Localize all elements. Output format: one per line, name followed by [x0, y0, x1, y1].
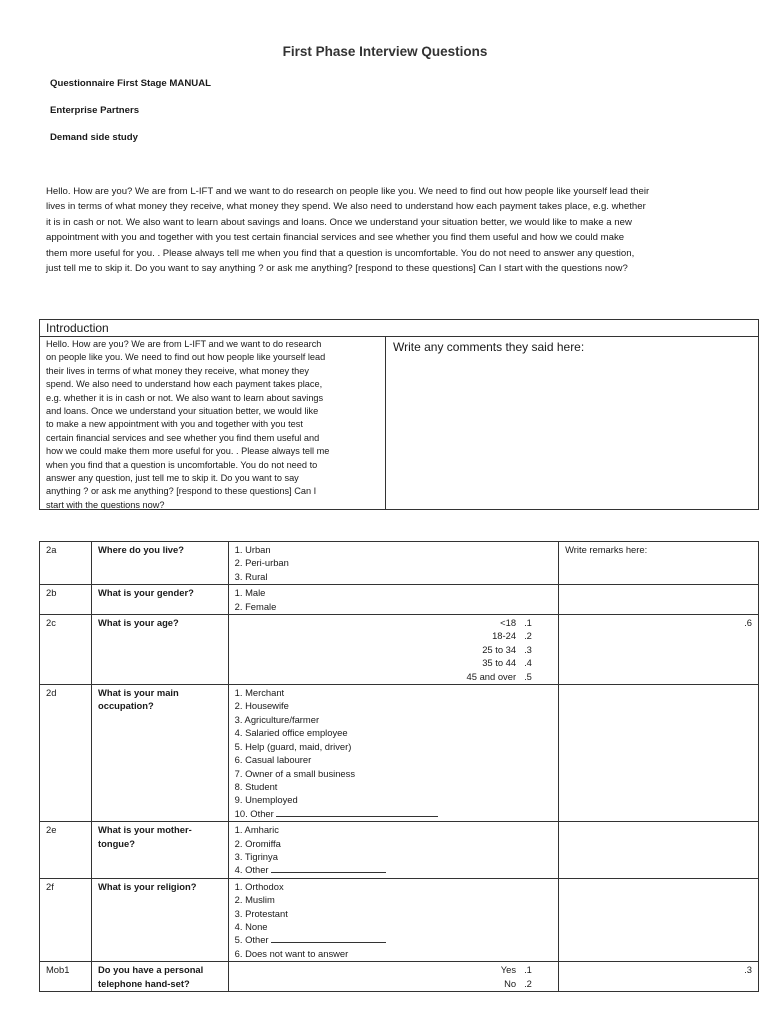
answer-option[interactable] — [235, 586, 552, 599]
answer-option-label: 7. Owner of a small business — [234, 767, 356, 779]
answer-option[interactable] — [235, 600, 552, 613]
intro-paragraph: Hello. How are you? We are from L-IFT and we want to do research on people like you. We need to find out how people like yourself lead their lives in terms of what money they receive, what money they spend. We also need to understand how each payment takes place, e.g. whether it is in cash or not. We also want to learn about savings and loans. Once we understand your situation better, we would like to make a new appointment with you and together with you test certain financial services and see whether you find them useful and how we could make them more useful for you. . Please always tell me when you find that a question is uncomfortable. You do not need to answer any question, just tell me to skip it. Do you want to say anything ? or ask me anything? [respond to these questions] Can I start with the questions now? — [46, 186, 650, 275]
answer-option-label: 1. Merchant — [234, 687, 285, 699]
answer-option[interactable] — [235, 780, 552, 793]
question-text: What is your age? — [92, 615, 229, 685]
answer-option-code: .1 — [524, 964, 532, 976]
answer-option-label: 2. Peri-urban — [234, 557, 289, 569]
answer-option[interactable] — [235, 726, 552, 739]
question-code: Mob1 — [40, 962, 92, 992]
remarks-cell[interactable] — [559, 822, 759, 879]
answer-option-label: 2. Female — [234, 600, 277, 612]
answer-option[interactable] — [235, 740, 552, 753]
answer-option-label: Yes — [500, 964, 517, 976]
question-text: What is your mother-tongue? — [92, 822, 229, 879]
answer-option[interactable] — [235, 670, 552, 683]
answer-option[interactable] — [235, 570, 552, 583]
answer-option[interactable] — [235, 977, 552, 990]
answer-option[interactable] — [235, 850, 552, 863]
question-code: 2b — [40, 585, 92, 615]
answer-options[interactable] — [228, 822, 558, 879]
answer-options[interactable] — [228, 542, 558, 585]
answer-option[interactable] — [235, 880, 552, 893]
answer-options[interactable] — [228, 878, 558, 961]
answer-option-label: 3. Tigrinya — [234, 850, 278, 862]
answer-option-label: 45 and over — [466, 670, 517, 682]
answer-option-label: 25 to 34 — [482, 643, 517, 655]
answer-option-label: 6. Casual labourer — [234, 754, 312, 766]
question-code: 2f — [40, 878, 92, 961]
answer-option-label: 2. Oromiffa — [234, 837, 281, 849]
answer-option[interactable] — [235, 807, 552, 820]
question-row — [40, 822, 759, 879]
meta-questionnaire: Questionnaire First Stage MANUAL — [50, 78, 211, 89]
answer-option[interactable] — [235, 920, 552, 933]
answer-option-label: 2. Muslim — [234, 894, 275, 906]
answer-option[interactable] — [235, 643, 552, 656]
question-text: What is your gender? — [92, 585, 229, 615]
answer-options[interactable] — [228, 585, 558, 615]
other-blank-line[interactable] — [271, 863, 386, 873]
answer-option-label: 4. Salaried office employee — [234, 727, 348, 739]
question-row — [40, 585, 759, 615]
answer-option[interactable] — [235, 616, 552, 629]
meta-partners: Enterprise Partners — [50, 105, 140, 116]
remarks-cell[interactable] — [559, 878, 759, 961]
answer-option-label: 2. Housewife — [234, 700, 289, 712]
question-text: Where do you live? — [92, 542, 229, 585]
question-text: What is your main occupation? — [92, 685, 229, 822]
question-row — [40, 685, 759, 822]
question-row — [40, 962, 759, 992]
questions-table — [39, 541, 759, 992]
answer-option-label: No — [504, 977, 517, 989]
answer-option[interactable] — [235, 767, 552, 780]
question-code: 2a — [40, 542, 92, 585]
answer-option[interactable] — [235, 863, 552, 876]
answer-options[interactable] — [228, 685, 558, 822]
answer-option-code: .2 — [524, 977, 532, 989]
question-row — [40, 878, 759, 961]
comments-label[interactable]: Write any comments they said here: — [393, 340, 585, 354]
introduction-box — [39, 319, 759, 510]
question-row — [40, 542, 759, 585]
answer-option-label: <18 — [500, 617, 517, 629]
answer-option-label: 3. Protestant — [234, 907, 288, 919]
answer-options[interactable] — [228, 962, 558, 992]
introduction-text: Hello. How are you? We are from L-IFT and we want to do research on people like you. We need to find out how people like yourself lead their lives in terms of what money they receive, what money they spend. We also need to understand how each payment takes place, e.g. whether it is in cash or not. We also want to learn about savings and loans. Once we understand your situation better, we would like to make a new appointment with you and together with you test certain financial services and see whether you find them useful and how we could make them more useful for you. . Please always tell me when you find that a question is uncomfortable. You do not need to answer any question, just tell me to skip it. Do you want to say anything ? or ask me anything? [respond to these questions] Can I start with the questions now? — [40, 337, 386, 510]
answer-option-label: 3. Rural — [234, 570, 268, 582]
answer-option[interactable] — [235, 713, 552, 726]
answer-option-label: 1. Orthodox — [234, 880, 284, 892]
answer-option-label: 1. Urban — [234, 544, 271, 555]
answer-option[interactable] — [235, 656, 552, 669]
page-title: First Phase Interview Questions — [282, 44, 488, 59]
answer-option[interactable] — [235, 893, 552, 906]
other-blank-line[interactable] — [276, 807, 438, 817]
answer-option-label: 10. Other — [234, 807, 274, 819]
answer-option[interactable] — [235, 837, 552, 850]
answer-option-label: 3. Agriculture/farmer — [234, 713, 320, 725]
meta-study: Demand side study — [50, 132, 138, 143]
answer-option-label: 1. Male — [234, 587, 266, 599]
answer-option[interactable] — [235, 556, 552, 569]
introduction-heading: Introduction — [40, 320, 758, 337]
remarks-cell[interactable] — [559, 585, 759, 615]
answer-option-label: 4. Other — [234, 864, 269, 876]
answer-option[interactable] — [235, 629, 552, 642]
remarks-cell[interactable]: .6 — [559, 615, 759, 685]
answer-option[interactable] — [235, 907, 552, 920]
answer-option-label: 5. Other — [234, 934, 269, 946]
answer-option-code: .3 — [524, 643, 532, 655]
question-code: 2e — [40, 822, 92, 879]
answer-option-code: .1 — [524, 617, 532, 629]
answer-option-label: 35 to 44 — [482, 657, 517, 669]
answer-option-label: 8. Student — [234, 780, 278, 792]
answer-option[interactable] — [235, 699, 552, 712]
answer-option-label: 4. None — [234, 920, 268, 932]
answer-option[interactable] — [235, 823, 552, 836]
question-text: Do you have a personal telephone hand-set? — [92, 962, 229, 992]
answer-option-label: 5. Help (guard, maid, driver) — [234, 740, 352, 752]
answer-option[interactable] — [235, 543, 552, 556]
answer-option[interactable] — [235, 963, 552, 976]
answer-option-code: .4 — [524, 657, 532, 669]
answer-option[interactable] — [235, 753, 552, 766]
question-code: 2c — [40, 615, 92, 685]
answer-option-code: .2 — [524, 630, 532, 642]
answer-option[interactable] — [235, 686, 552, 699]
answer-option-code: .5 — [524, 670, 532, 682]
remarks-cell[interactable]: Write remarks here: — [559, 542, 759, 585]
remarks-cell[interactable]: .3 — [559, 962, 759, 992]
question-row — [40, 615, 759, 685]
answer-option-label: 9. Unemployed — [234, 794, 298, 806]
remarks-cell[interactable] — [559, 685, 759, 822]
question-text: What is your religion? — [92, 878, 229, 961]
other-blank-line[interactable] — [271, 933, 386, 943]
answer-option[interactable] — [235, 947, 552, 960]
answer-option-label: 1. Amharic — [234, 824, 279, 836]
question-code: 2d — [40, 685, 92, 822]
answer-option[interactable] — [235, 793, 552, 806]
answer-option-label: 6. Does not want to answer — [234, 947, 349, 959]
answer-option[interactable] — [235, 933, 552, 946]
answer-option-label: 18-24 — [492, 630, 517, 642]
answer-options[interactable] — [228, 615, 558, 685]
